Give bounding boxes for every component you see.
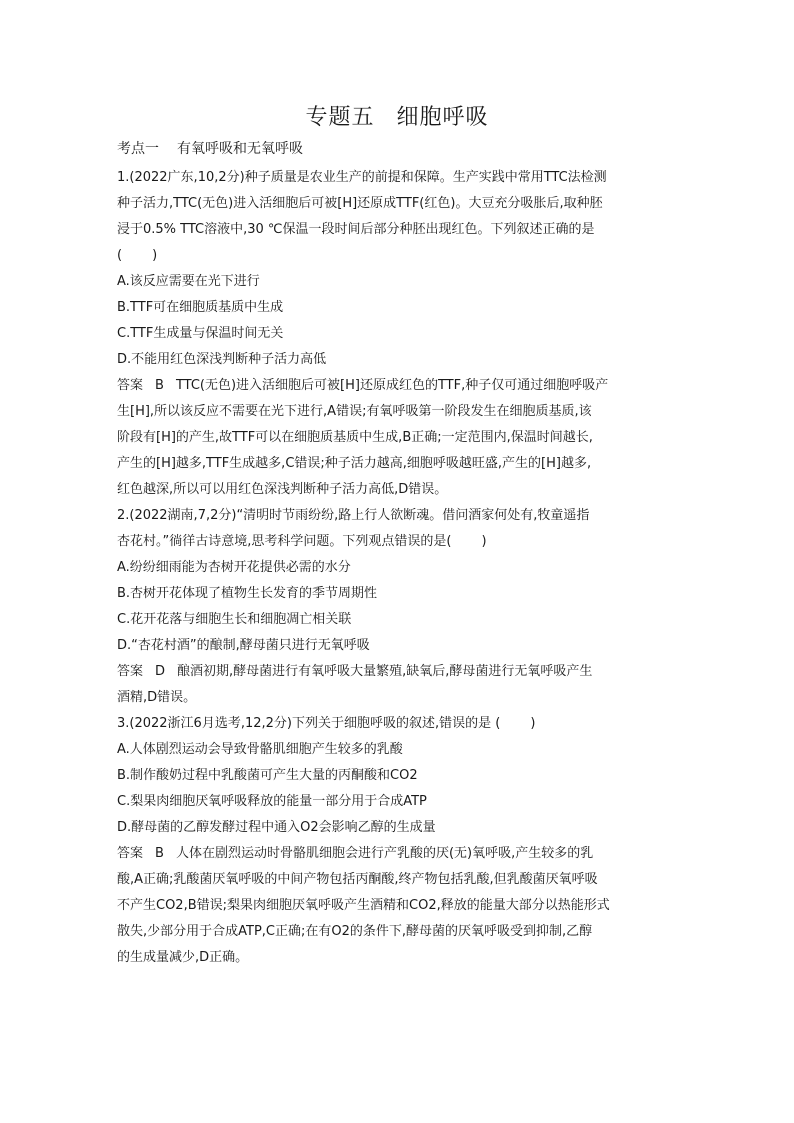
option-d: D.“杏花村酒”的酿制,酵母菌只进行无氧呼吸: [117, 638, 370, 653]
option-a: A.纷纷细雨能为杏树开花提供必需的水分: [117, 560, 351, 575]
option-b: B.杏树开花体现了植物生长发育的季节周期性: [117, 586, 378, 601]
option-a: A.该反应需要在光下进行: [117, 274, 260, 289]
option-d: D.酵母菌的乙醇发酵过程中通入O2会影响乙醇的生成量: [117, 820, 436, 835]
answer-key: B: [155, 846, 164, 861]
option-b: B.TTF可在细胞质基质中生成: [117, 300, 284, 315]
question-2: [117, 503, 679, 711]
paren-close: ): [152, 248, 158, 263]
option-c: C.梨果肉细胞厌氧呼吸释放的能量一部分用于合成ATP: [117, 794, 427, 809]
answer-explanation-line: [117, 373, 679, 399]
answer-explanation-line: 生[H],所以该反应不需要在光下进行,A错误;有氧呼吸第一阶段发生在细胞质基质,该: [117, 404, 592, 419]
answer-text: 酿酒初期,酵母菌进行有氧呼吸大量繁殖,缺氧后,酵母菌进行无氧呼吸产生: [177, 664, 593, 679]
question-1: [117, 165, 679, 503]
answer-key: B: [155, 378, 164, 393]
question-stem-line: 1.(2022广东,10,2分)种子质量是农业生产的前提和保障。生产实践中常用TTC法检测: [117, 170, 607, 185]
answer-explanation-line: [117, 659, 679, 685]
answer-explanation-line: 散失,少部分用于合成ATP,C正确;在有O2的条件下,酵母菌的厌氧呼吸受到抑制,乙醇: [117, 924, 593, 939]
question-stem-line: 种子活力,TTC(无色)进入活细胞后可被[H]还原成TTF(红色)。大豆充分吸胀后,取种胚: [117, 196, 603, 211]
paren-close: ): [481, 534, 487, 549]
answer-explanation-line: 红色越深,所以可以用红色深浅判断种子活力高低,D错误。: [117, 482, 448, 497]
answer-explanation-line: 的生成量减少,D正确。: [117, 950, 249, 965]
answer-explanation-line: [117, 841, 679, 867]
option-d: D.不能用红色深浅判断种子活力高低: [117, 352, 327, 367]
answer-explanation-line: 不产生CO2,B错误;梨果肉细胞厌氧呼吸产生酒精和CO2,释放的能量大部分以热能形式: [117, 898, 610, 913]
answer-blank: [117, 243, 679, 269]
answer-text: TTC(无色)进入活细胞后可被[H]还原成红色的TTF,种子仅可通过细胞呼吸产: [175, 378, 609, 393]
paren-close: ): [530, 716, 536, 731]
section-name: 有氧呼吸和无氧呼吸: [177, 141, 303, 157]
answer-label: 答案: [117, 664, 144, 679]
question-stem-line: 浸于0.5% TTC溶液中,30 ℃保温一段时间后部分种胚出现红色。下列叙述正确的是: [117, 222, 595, 237]
title-part1: 专题五: [305, 105, 375, 130]
section-label: 考点一: [117, 141, 159, 157]
answer-key: D: [155, 664, 166, 679]
question-stem-line: [117, 711, 679, 737]
stem-text: 杏花村。”徜徉古诗意境,思考科学问题。下列观点错误的是(: [117, 534, 452, 549]
page-title: [0, 100, 794, 131]
answer-label: 答案: [117, 846, 144, 861]
stem-text: 3.(2022浙江6月选考,12,2分)下列关于细胞呼吸的叙述,错误的是 (: [117, 716, 501, 731]
option-a: A.人体剧烈运动会导致骨骼肌细胞产生较多的乳酸: [117, 742, 403, 757]
answer-explanation-line: 产生的[H]越多,TTF生成越多,C错误;种子活力越高,细胞呼吸越旺盛,产生的[H]越多,: [117, 456, 592, 471]
answer-text: 人体在剧烈运动时骨骼肌细胞会进行产乳酸的厌(无)氧呼吸,产生较多的乳: [175, 846, 594, 861]
answer-explanation-line: 阶段有[H]的产生,故TTF可以在细胞质基质中生成,B正确;一定范围内,保温时间越长,: [117, 430, 593, 445]
answer-explanation-line: 酒精,D错误。: [117, 690, 197, 705]
option-c: C.TTF生成量与保温时间无关: [117, 326, 284, 341]
answer-explanation-line: 酸,A正确;乳酸菌厌氧呼吸的中间产物包括丙酮酸,终产物包括乳酸,但乳酸菌厌氧呼吸: [117, 872, 598, 887]
paren-open: (: [117, 248, 123, 263]
question-stem-line: 2.(2022湖南,7,2分)“清明时节雨纷纷,路上行人欲断魂。借问酒家何处有,牧童遥指: [117, 508, 590, 523]
answer-label: 答案: [117, 378, 144, 393]
question-3: [117, 711, 679, 971]
title-part2: 细胞呼吸: [396, 105, 489, 130]
option-b: B.制作酸奶过程中乳酸菌可产生大量的丙酮酸和CO2: [117, 768, 418, 783]
section-heading: [117, 138, 679, 160]
document-body: [117, 138, 679, 971]
option-c: C.花开花落与细胞生长和细胞凋亡相关联: [117, 612, 352, 627]
question-stem-line: [117, 529, 679, 555]
